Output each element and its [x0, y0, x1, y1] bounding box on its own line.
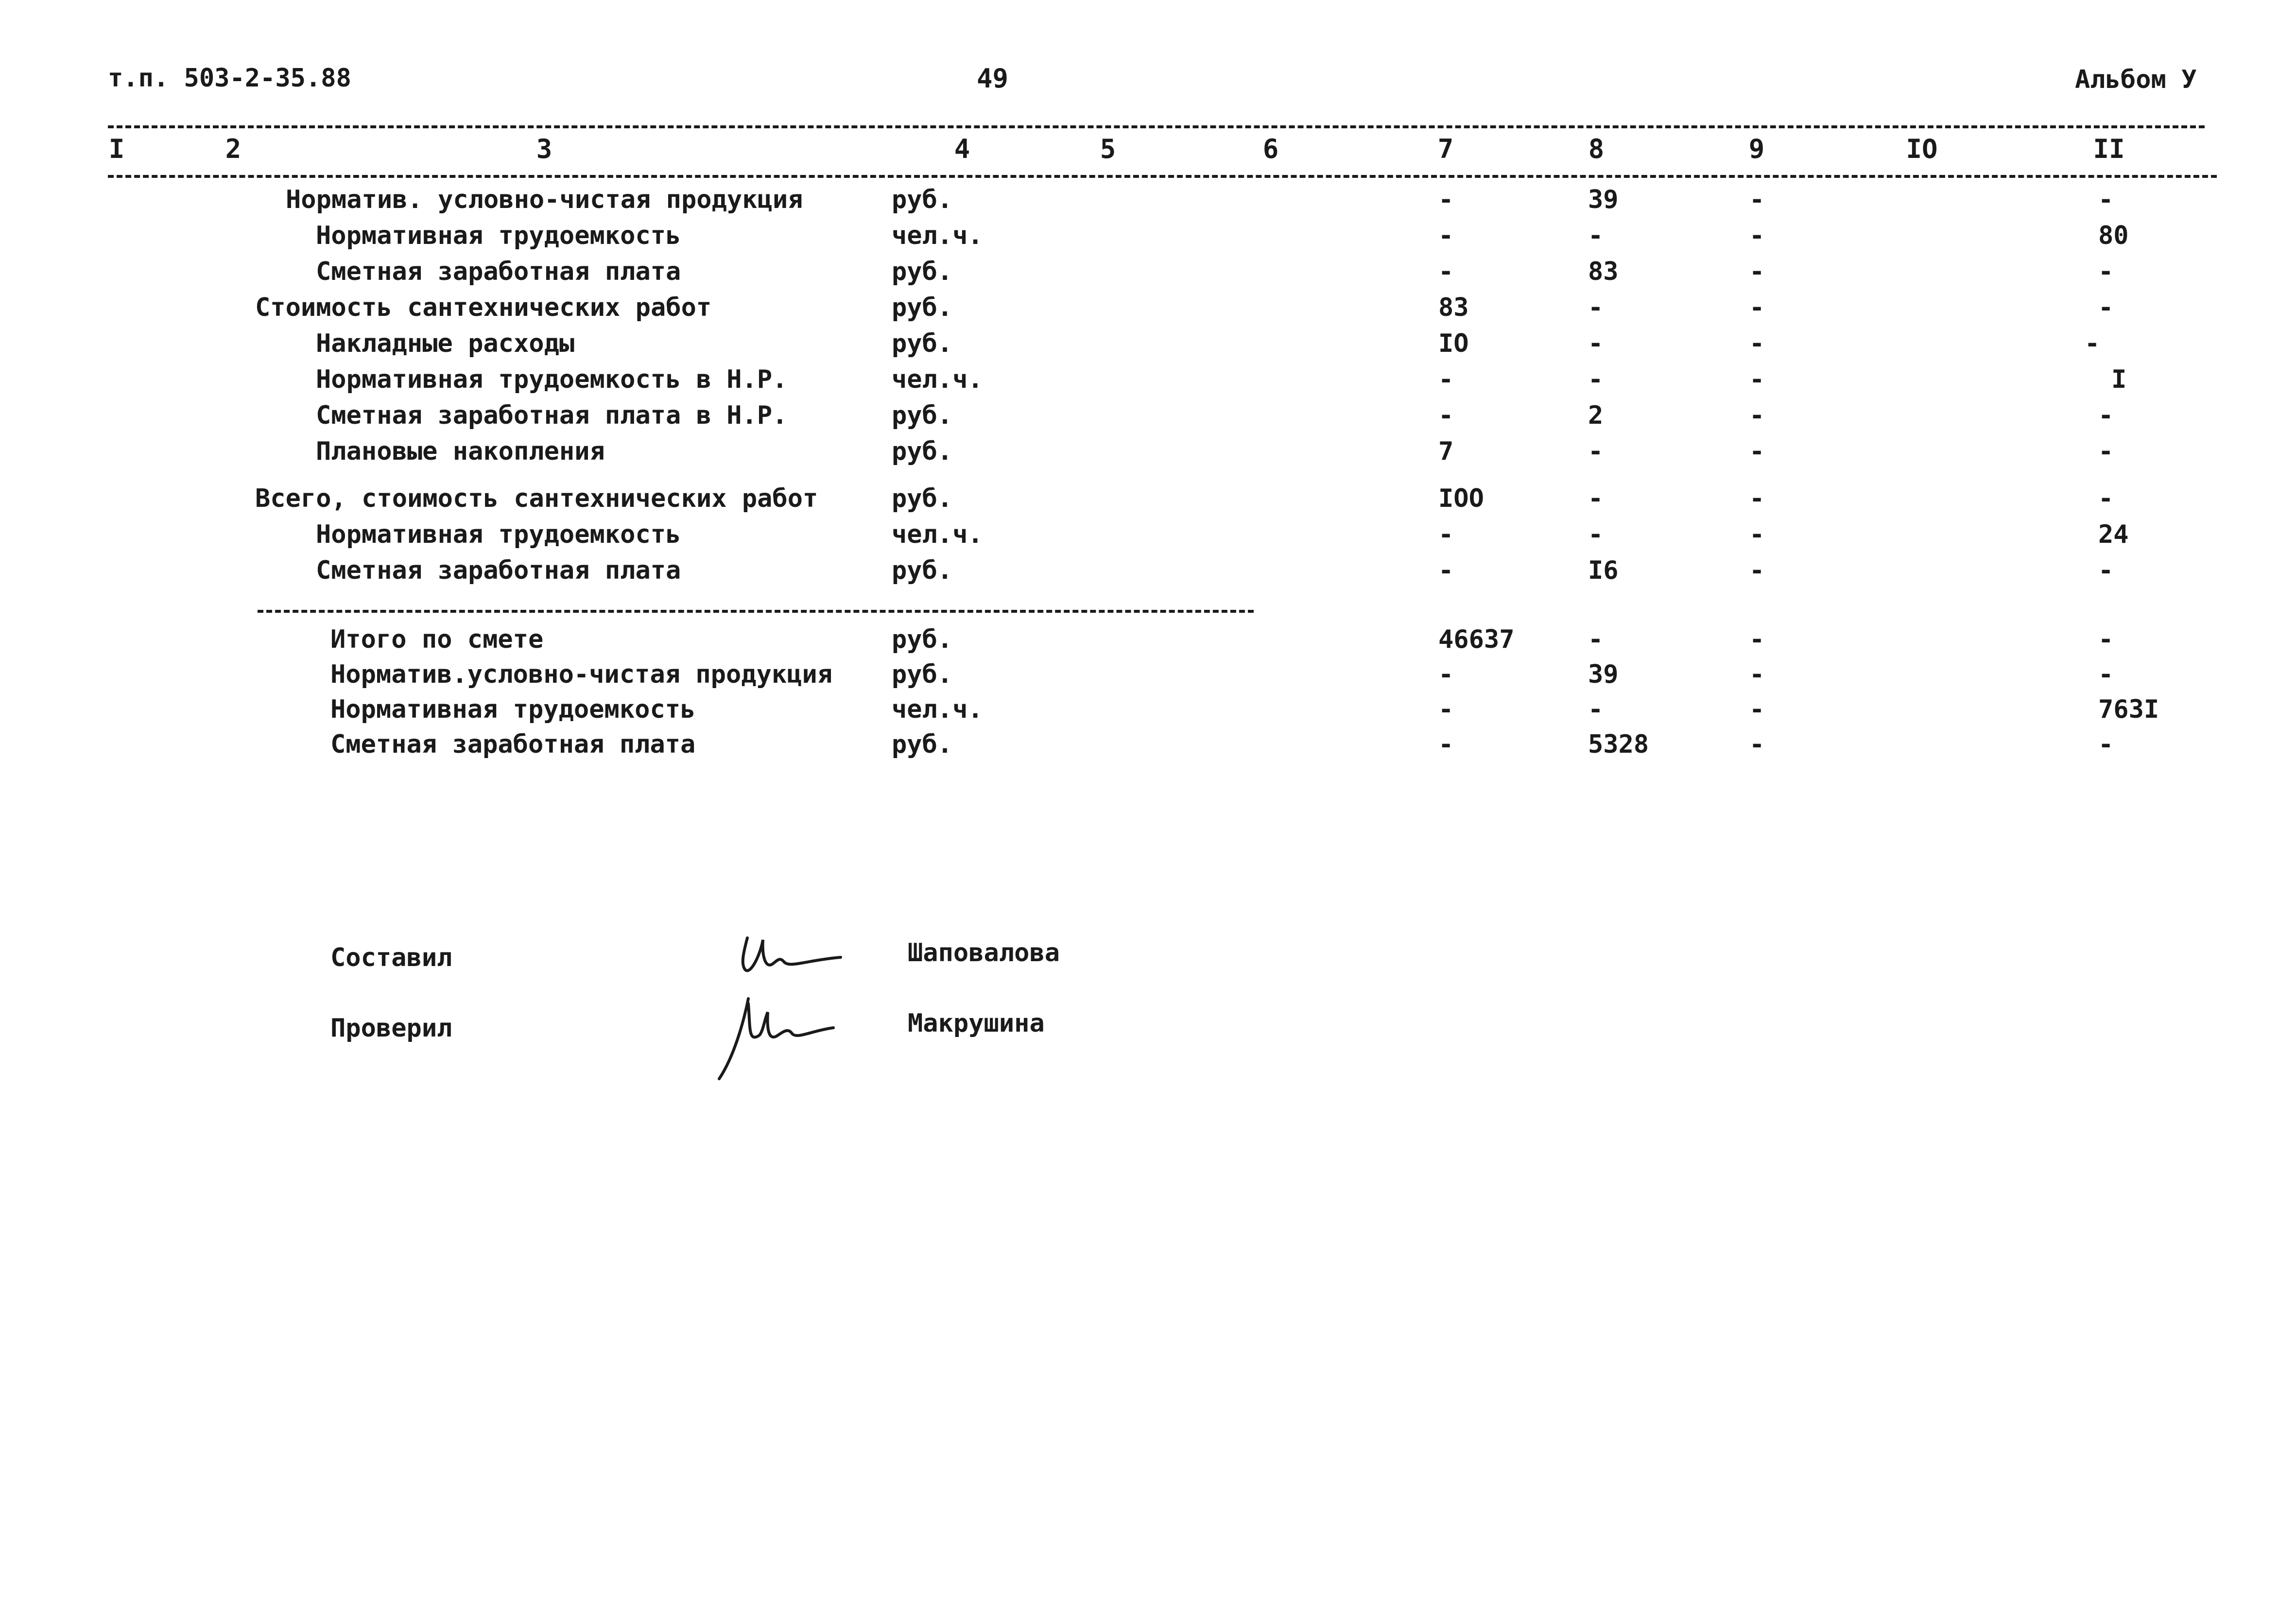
row-col9: - — [1749, 695, 1765, 724]
row-col9: - — [1749, 401, 1765, 430]
table-row — [0, 403, 2296, 432]
header-top-rule — [108, 125, 2205, 128]
column-number: 3 — [536, 134, 552, 164]
checked-signature — [714, 989, 841, 1086]
row-unit: руб. — [892, 329, 953, 358]
row-name: Нормативная трудоемкость — [316, 221, 681, 250]
column-number: IO — [1906, 134, 1938, 164]
row-col8: - — [1588, 437, 1604, 466]
row-unit: чел.ч. — [892, 365, 983, 394]
row-col8: 39 — [1588, 660, 1619, 689]
row-col11: 763I — [2098, 695, 2159, 724]
row-col7: - — [1438, 520, 1454, 549]
compiled-label: Составил — [330, 943, 452, 972]
totals-row — [0, 662, 2296, 691]
row-col11: - — [2098, 556, 2114, 585]
row-col8: - — [1588, 625, 1604, 654]
row-col7: IOO — [1438, 484, 1484, 513]
table-row — [0, 331, 2296, 360]
column-number: 2 — [225, 134, 242, 164]
row-col9: - — [1749, 660, 1765, 689]
row-unit: чел.ч. — [892, 520, 983, 549]
checked-label: Проверил — [330, 1014, 452, 1043]
row-unit: руб. — [892, 484, 953, 513]
row-col8: - — [1588, 520, 1604, 549]
row-col8: - — [1588, 695, 1604, 724]
row-col8: - — [1588, 329, 1604, 358]
row-col9: - — [1749, 221, 1765, 250]
row-col9: - — [1749, 185, 1765, 214]
row-col9: - — [1749, 625, 1765, 654]
row-col7: - — [1438, 556, 1454, 585]
row-name: Нормативная трудоемкость — [330, 695, 696, 724]
row-col11: I — [2111, 365, 2127, 394]
row-name: Нормативная трудоемкость — [316, 520, 681, 549]
row-unit: руб. — [892, 293, 953, 322]
row-col9: - — [1749, 437, 1765, 466]
row-col8: 39 — [1588, 185, 1619, 214]
compiled-signature — [734, 923, 850, 986]
row-unit: руб. — [892, 257, 953, 286]
row-col7: IO — [1438, 329, 1469, 358]
row-col7: - — [1438, 257, 1454, 286]
page-number: 49 — [977, 63, 1009, 94]
row-unit: руб. — [892, 401, 953, 430]
row-col11: - — [2098, 293, 2114, 322]
row-col7: 7 — [1438, 437, 1454, 466]
table-row — [0, 259, 2296, 288]
table-row — [0, 439, 2296, 468]
totals-row — [0, 697, 2296, 726]
row-name: Всего, стоимость сантехнических работ — [255, 484, 818, 513]
row-col8: 2 — [1588, 401, 1604, 430]
row-name: Норматив. условно-чистая продукция — [286, 185, 803, 214]
row-col11: - — [2098, 185, 2114, 214]
row-col7: - — [1438, 221, 1454, 250]
column-number: II — [2093, 134, 2125, 164]
row-col8: 83 — [1588, 257, 1619, 286]
row-name: Накладные расходы — [316, 329, 575, 358]
row-col7: - — [1438, 365, 1454, 394]
row-col7: - — [1438, 660, 1454, 689]
row-name: Сметная заработная плата — [316, 556, 681, 585]
column-number: 6 — [1262, 134, 1279, 164]
row-name: Сметная заработная плата — [316, 257, 681, 286]
row-name: Нормативная трудоемкость в Н.Р. — [316, 365, 788, 394]
row-col7: 83 — [1438, 293, 1469, 322]
row-unit: руб. — [892, 185, 953, 214]
row-col11: - — [2098, 257, 2114, 286]
table-row — [0, 187, 2296, 216]
row-col11: 80 — [2098, 221, 2129, 250]
row-col9: - — [1749, 520, 1765, 549]
table-row — [0, 486, 2296, 515]
row-col9: - — [1749, 556, 1765, 585]
row-col11: - — [2098, 660, 2114, 689]
row-col7: 46637 — [1438, 625, 1515, 654]
row-name: Норматив.условно-чистая продукция — [330, 660, 833, 689]
row-col9: - — [1749, 293, 1765, 322]
row-unit: руб. — [892, 437, 953, 466]
row-col7: - — [1438, 185, 1454, 214]
row-col8: - — [1588, 293, 1604, 322]
row-col8: - — [1588, 365, 1604, 394]
table-row — [0, 223, 2296, 252]
row-unit: руб. — [892, 625, 953, 654]
row-col8: I6 — [1588, 556, 1619, 585]
row-col9: - — [1749, 329, 1765, 358]
table-row — [0, 558, 2296, 587]
header-bottom-rule — [108, 175, 2217, 178]
album-label: Альбом У — [2075, 65, 2197, 94]
row-name: Стоимость сантехнических работ — [255, 293, 712, 322]
row-unit: чел.ч. — [892, 695, 983, 724]
row-col8: 5328 — [1588, 730, 1649, 759]
column-number: 9 — [1748, 134, 1765, 164]
checked-name: Макрушина — [908, 1009, 1045, 1038]
row-col11: - — [2098, 730, 2114, 759]
table-row — [0, 295, 2296, 324]
row-col7: - — [1438, 730, 1454, 759]
table-row — [0, 367, 2296, 396]
row-unit: руб. — [892, 556, 953, 585]
compiled-name: Шаповалова — [908, 938, 1060, 968]
row-col7: - — [1438, 401, 1454, 430]
column-number: 4 — [954, 134, 970, 164]
table-row — [0, 522, 2296, 551]
row-col9: - — [1749, 257, 1765, 286]
row-unit: чел.ч. — [892, 221, 983, 250]
row-col11: - — [2098, 401, 2114, 430]
row-col8: - — [1588, 221, 1604, 250]
row-col8: - — [1588, 484, 1604, 513]
column-number: 5 — [1100, 134, 1116, 164]
column-number: 7 — [1437, 134, 1454, 164]
row-col9: - — [1749, 365, 1765, 394]
row-unit: руб. — [892, 660, 953, 689]
row-col11: - — [2098, 625, 2114, 654]
row-name: Итого по смете — [330, 625, 544, 654]
column-number: I — [108, 134, 125, 164]
row-col11: - — [2098, 437, 2114, 466]
row-col7: - — [1438, 695, 1454, 724]
row-unit: руб. — [892, 730, 953, 759]
column-number: 8 — [1588, 134, 1605, 164]
totals-row — [0, 627, 2296, 656]
row-name: Сметная заработная плата — [330, 730, 696, 759]
row-name: Плановые накопления — [316, 437, 605, 466]
row-col11: - — [2098, 484, 2114, 513]
document-code: т.п. 503-2-35.88 — [108, 64, 351, 93]
totals-row — [0, 732, 2296, 761]
row-col9: - — [1749, 484, 1765, 513]
row-name: Сметная заработная плата в Н.Р. — [316, 401, 788, 430]
row-col11: - — [2085, 329, 2100, 358]
row-col9: - — [1749, 730, 1765, 759]
totals-separator — [258, 610, 1254, 613]
row-col11: 24 — [2098, 520, 2129, 549]
